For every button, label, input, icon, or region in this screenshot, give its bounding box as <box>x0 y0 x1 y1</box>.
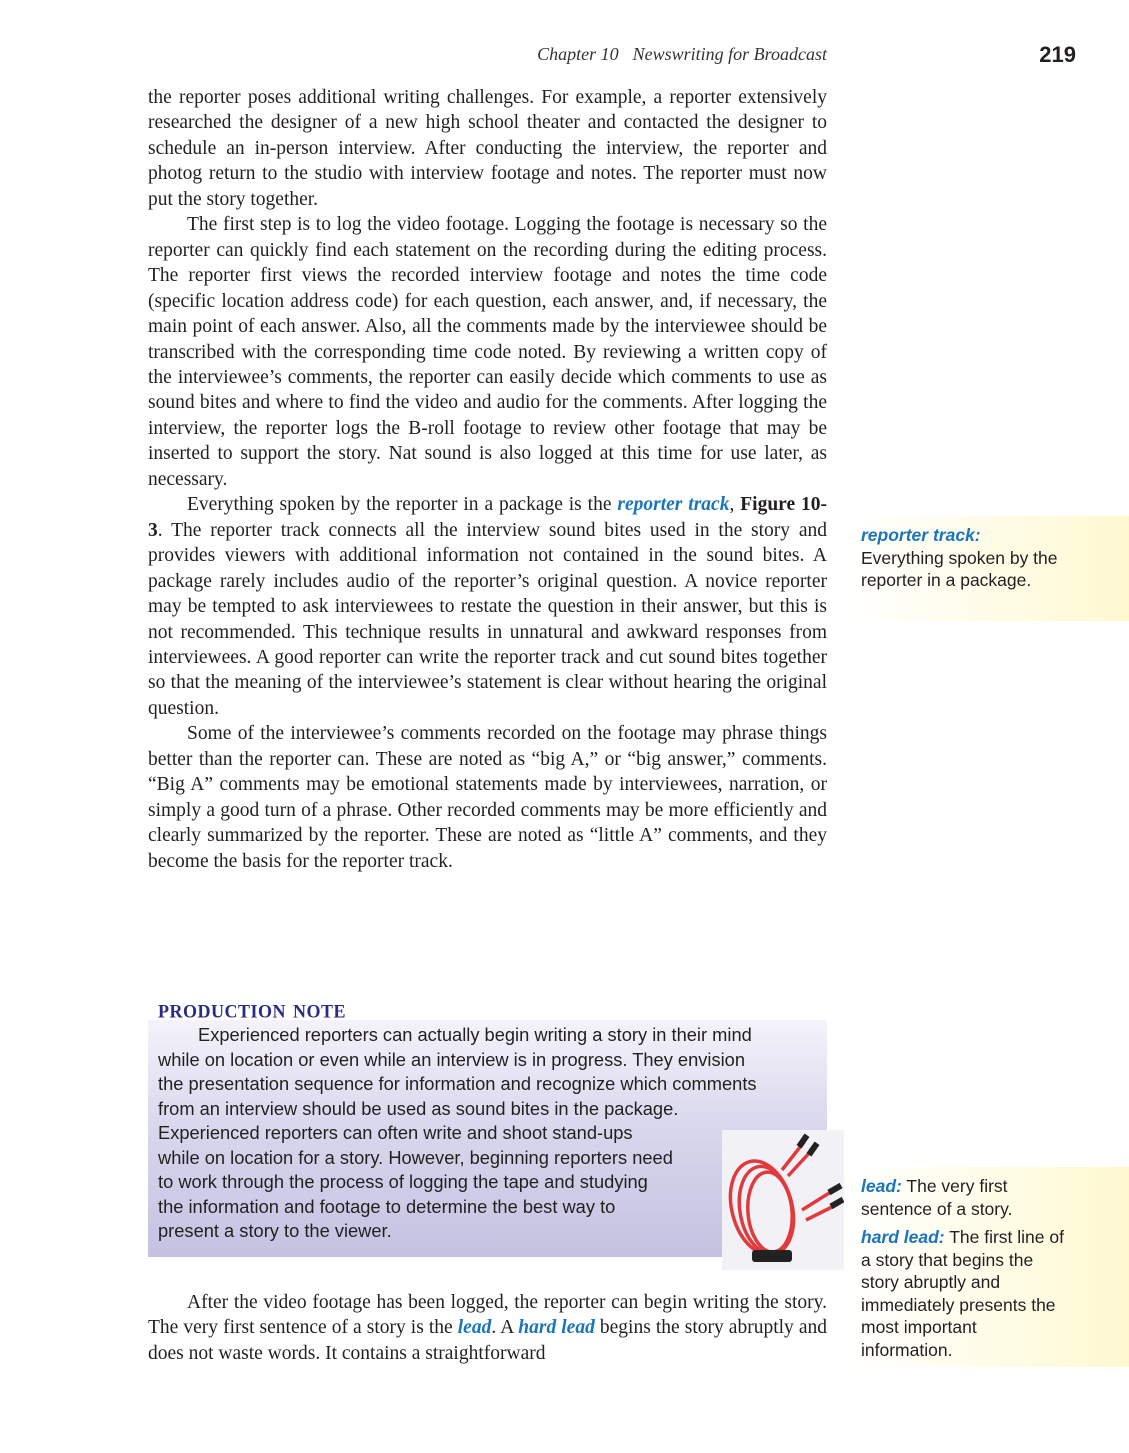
note-line: the presentation sequence for information and recognize which comments <box>158 1073 757 1094</box>
note-line: the information and footage to determine the best way to <box>158 1195 616 1217</box>
note-line: to work through the process of logging the tape and studying <box>158 1171 648 1192</box>
glossary-definition: Everything spoken by the reporter in a package. <box>861 547 1058 590</box>
paragraph: The first step is to log the video footage. Logging the footage is necessary so the reporter can quickly find each statement on the recording during the editing process. The reporter first views the recorded interview footage and notes the time code (specific location address code) for each question, each answer, and, if necessary, the main point of each answer. Also, all the comments made by the interviewee should be transcribed with the corresponding time code noted. By reviewing a written copy of the interviewee’s comments, the reporter can easily decide which comments to use as sound bites and where to find the video and audio for the comments. After logging the interview, the reporter logs the B-roll footage to review other footage that may be inserted to support the story. Nat sound is also logged at this time for use later, as necessary. <box>148 214 827 490</box>
paragraph <box>148 492 827 721</box>
glossary-term-link[interactable]: reporter track <box>617 494 730 516</box>
glossary-box-reporter-track <box>848 516 1129 621</box>
paragraph: the reporter poses additional writing challenges. For example, a reporter extensively researched the designer of a new high school theater and contacted the designer to schedule an in-person interview. After conducting the interview, the reporter and photog return to the studio with interview footage and notes. The reporter must now put the story together. <box>148 87 827 210</box>
note-line: while on location for a story. However, beginning reporters need <box>158 1146 673 1168</box>
chapter-number: Chapter 10 <box>537 44 619 64</box>
note-line: while on location or even while an interview is in progress. They envision <box>158 1048 745 1070</box>
running-header <box>400 44 827 65</box>
glossary-box-lead <box>848 1167 1129 1367</box>
glossary-term-link[interactable]: lead <box>457 1317 492 1339</box>
glossary-term: reporter track: <box>861 525 981 545</box>
text: Everything spoken by the reporter in a package is the <box>187 494 618 516</box>
production-note-text <box>158 1023 813 1244</box>
glossary-term: hard lead: <box>861 1227 945 1247</box>
glossary-term: lead: <box>861 1176 902 1196</box>
paragraph <box>148 1290 827 1366</box>
figure-reference[interactable]: Figure 10-3 <box>148 494 828 541</box>
text: , <box>729 494 741 516</box>
rca-cable-image <box>722 1130 844 1270</box>
body-text-lower <box>148 1290 827 1366</box>
page-number: 219 <box>1039 42 1076 67</box>
note-line: Experienced reporters can often write and shoot stand-ups <box>158 1122 633 1143</box>
note-line: Experienced reporters can actually begin writing a story in their mind <box>198 1024 752 1045</box>
glossary-term-link[interactable]: hard lead <box>518 1317 595 1339</box>
text: begins the story abruptly and does not waste words. It contains a straightforward <box>148 1317 828 1364</box>
glossary-definition: The very first sentence of a story. <box>861 1176 1013 1219</box>
note-line: from an interview should be used as sound bites in the package. <box>158 1097 679 1119</box>
text: . A <box>491 1317 519 1339</box>
production-note-title: production note <box>158 993 347 1024</box>
text: After the video footage has been logged, the reporter can begin writing the story. The very first sentence of a story is the <box>148 1292 827 1339</box>
body-text-upper <box>148 85 827 874</box>
note-line: present a story to the viewer. <box>158 1220 392 1241</box>
chapter-title: Newswriting for Broadcast <box>632 44 827 64</box>
text: . The reporter track connects all the interview sound bites used in the story and provides viewers with additional information not contained in the sound bites. A package rarely includes audio of the reporter’s original question. A novice reporter may be tempted to ask interviewees to restate the question in their answer, but this is not recommended. This technique results in unnatural and awkward responses from interviewees. A good reporter can write the reporter track and cut sound bites together so that the meaning of the interviewee’s statement is clear without hearing the original question. <box>148 519 827 719</box>
paragraph: Some of the interviewee’s comments recorded on the footage may phrase things better than the reporter can. These are noted as “big A,” or “big answer,” comments. “Big A” comments may be emotional statements made by interviewees, narration, or simply a good turn of a phrase. Other recorded comments may be more efficiently and clearly summarized by the reporter. These are noted as “little A” comments, and they become the basis for the reporter track. <box>148 723 827 872</box>
glossary-definition: The first line of a story that begins the story abruptly and immediately presents the most important information. <box>861 1227 1064 1360</box>
rca-cable-icon <box>722 1130 844 1270</box>
